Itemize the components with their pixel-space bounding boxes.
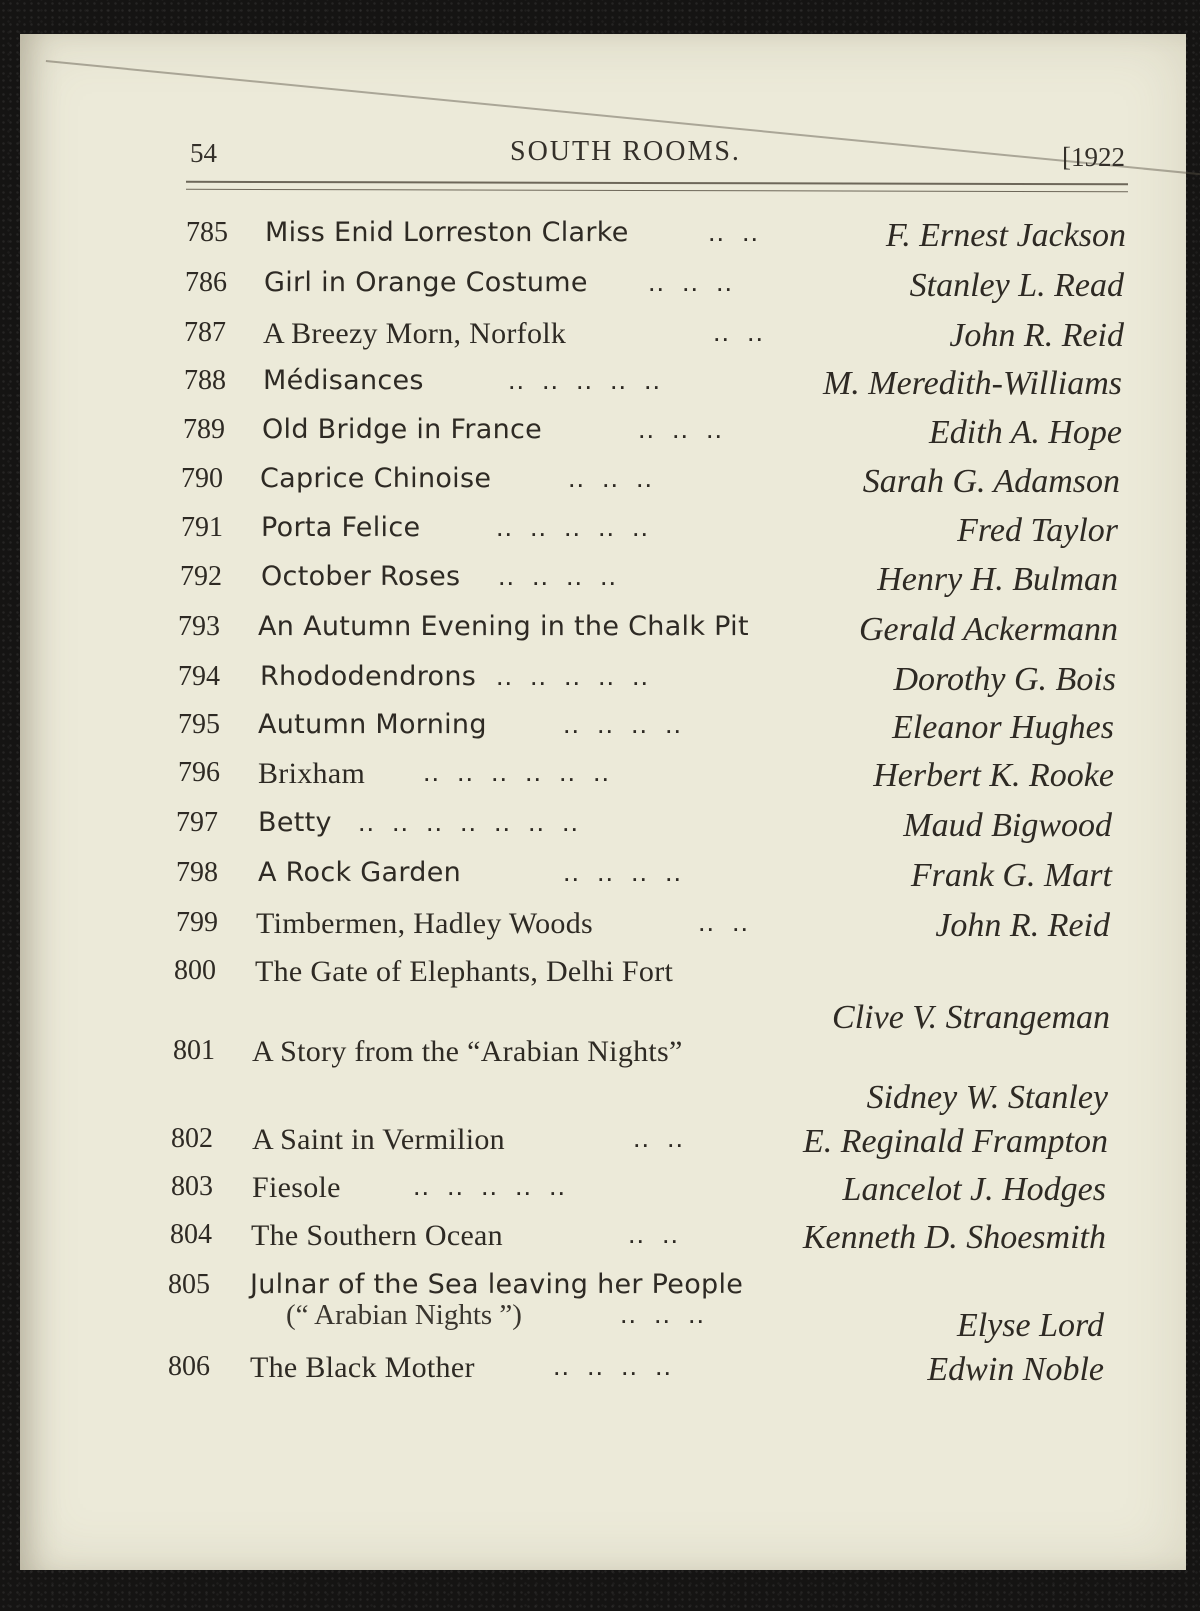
entry-artist: Herbert K. Rooke	[873, 757, 1114, 794]
entry-leader: .. .. ..	[648, 267, 734, 297]
entry-leader: .. .. .. ..	[563, 709, 683, 739]
entry-number: 785	[186, 217, 228, 248]
entry-artist: F. Ernest Jackson	[885, 217, 1126, 254]
entry-artist: Sarah G. Adamson	[862, 463, 1120, 500]
entry-title: Porta Felice	[261, 512, 421, 543]
entry-title: Girl in Orange Costume	[264, 267, 588, 298]
page-header	[190, 132, 1125, 182]
entry-leader: .. ..	[628, 1219, 680, 1249]
entry-leader: .. .. .. ..	[563, 857, 683, 887]
entry-artist: John R. Reid	[949, 317, 1124, 354]
page-number: 54	[190, 138, 217, 168]
entry-title: A Saint in Vermilion	[252, 1123, 505, 1156]
entry-number: 800	[174, 955, 216, 986]
running-title: SOUTH ROOMS.	[510, 136, 741, 167]
entry-number: 796	[178, 757, 220, 788]
entry-title-line2: (“ Arabian Nights ”)	[286, 1299, 522, 1331]
entry-artist: Dorothy G. Bois	[893, 661, 1116, 698]
catalogue-entry	[168, 1269, 1128, 1359]
entry-artist: Edith A. Hope	[929, 414, 1122, 451]
entry-title: The Southern Ocean	[251, 1219, 503, 1252]
entry-artist: E. Reginald Frampton	[802, 1123, 1108, 1160]
entry-title: Betty	[258, 807, 332, 838]
entry-artist: Henry H. Bulman	[877, 561, 1118, 598]
entry-leader: .. .. .. .. ..	[496, 661, 650, 691]
entry-leader: .. .. .. ..	[553, 1351, 673, 1381]
entry-title: A Story from the “Arabian Nights”	[252, 1035, 683, 1068]
entry-title: Fiesole	[252, 1171, 341, 1204]
entry-title: Old Bridge in France	[262, 414, 543, 445]
entry-artist: Gerald Ackermann	[858, 611, 1118, 648]
entry-artist: Clive V. Strangeman	[832, 999, 1110, 1036]
entry-number: 795	[178, 709, 220, 740]
entry-artist: Elyse Lord	[956, 1307, 1104, 1344]
entry-title: Médisances	[263, 365, 424, 396]
entry-leader: .. .. .. .. ..	[508, 365, 662, 395]
entry-leader: .. .. ..	[638, 414, 724, 444]
entry-artist: Maud Bigwood	[903, 807, 1112, 844]
entry-number: 793	[178, 611, 220, 642]
entry-artist: Edwin Noble	[927, 1351, 1104, 1388]
entry-leader: .. .. .. .. .. .. ..	[358, 807, 580, 837]
entry-leader: .. .. .. .. ..	[413, 1171, 567, 1201]
entry-title: The Black Mother	[250, 1351, 475, 1384]
entry-artist: Frank G. Mart	[910, 857, 1112, 894]
entry-artist: Eleanor Hughes	[892, 709, 1114, 746]
entry-artist: Fred Taylor	[957, 512, 1118, 549]
entry-number: 789	[183, 414, 225, 445]
entry-leader: .. .. .. .. .. ..	[423, 757, 611, 787]
entry-number: 794	[178, 661, 220, 692]
entry-number: 803	[171, 1171, 213, 1202]
entry-title: Rhododendrons	[260, 661, 477, 692]
entry-artist: John R. Reid	[935, 907, 1110, 944]
entry-title: The Gate of Elephants, Delhi Fort	[255, 955, 674, 988]
entry-artist: Lancelot J. Hodges	[842, 1171, 1106, 1208]
entry-title: Timbermen, Hadley Woods	[256, 907, 593, 940]
entry-number: 786	[185, 267, 227, 298]
entry-title: Julnar of the Sea leaving her People	[250, 1269, 744, 1300]
entry-leader: .. ..	[633, 1123, 685, 1153]
entry-leader: .. .. ..	[620, 1299, 706, 1329]
entry-number: 792	[180, 561, 222, 592]
entry-number: 802	[171, 1123, 213, 1154]
entry-title: Autumn Morning	[258, 709, 487, 740]
entry-number: 804	[170, 1219, 212, 1250]
entry-number: 788	[184, 365, 226, 396]
entry-number: 787	[184, 317, 226, 348]
entry-artist: Sidney W. Stanley	[866, 1079, 1108, 1116]
entry-title: October Roses	[261, 561, 461, 592]
entry-title: An Autumn Evening in the Chalk Pit	[258, 611, 749, 642]
entry-number: 798	[176, 857, 218, 888]
entry-leader: .. .. .. .. ..	[496, 512, 650, 542]
entry-title: Brixham	[258, 757, 366, 790]
entry-artist: Stanley L. Read	[909, 267, 1124, 304]
entry-title: Caprice Chinoise	[260, 463, 492, 494]
entry-number: 797	[176, 807, 218, 838]
entry-number: 801	[173, 1035, 215, 1066]
entry-artist: Kenneth D. Shoesmith	[802, 1219, 1106, 1256]
entry-leader: .. .. ..	[568, 463, 654, 493]
entry-title: Miss Enid Lorreston Clarke	[265, 217, 629, 248]
year-label: [1922	[1062, 142, 1125, 172]
entry-leader: .. ..	[708, 217, 760, 247]
entry-number: 791	[181, 512, 223, 543]
entry-number: 805	[168, 1269, 210, 1300]
catalogue-entry	[168, 955, 1128, 1045]
entry-title: A Breezy Morn, Norfolk	[263, 317, 567, 350]
entry-leader: .. .. .. ..	[498, 561, 618, 591]
entry-number: 806	[168, 1351, 210, 1382]
entry-title: A Rock Garden	[258, 857, 462, 888]
entry-number: 799	[176, 907, 218, 938]
entry-leader: .. ..	[698, 907, 750, 937]
entry-leader: .. ..	[713, 317, 765, 347]
entry-artist: M. Meredith-Williams	[822, 365, 1122, 402]
entry-number: 790	[181, 463, 223, 494]
catalogue-entry	[168, 1035, 1128, 1125]
